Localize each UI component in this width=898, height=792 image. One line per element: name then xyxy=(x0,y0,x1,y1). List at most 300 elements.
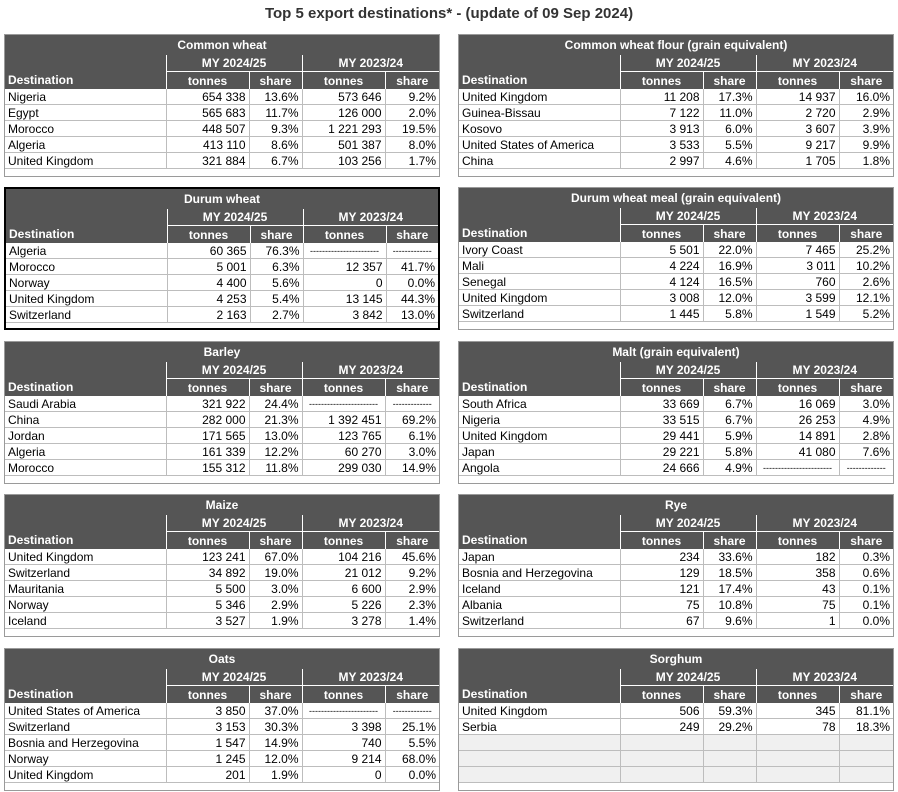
tonnes-current-cell: 29 221 xyxy=(620,444,703,460)
destination-cell: Saudi Arabia xyxy=(5,396,166,412)
header-share: share xyxy=(703,379,756,397)
table-row xyxy=(459,258,893,274)
share-previous-cell: 44.3% xyxy=(386,291,438,307)
tonnes-current-cell: 3 533 xyxy=(620,137,703,153)
tonnes-current-cell: 4 224 xyxy=(620,258,703,274)
destination-cell: Switzerland xyxy=(459,613,620,629)
destinations-table xyxy=(5,495,439,629)
panel-title: Maize xyxy=(5,495,439,515)
share-current-cell: 67.0% xyxy=(249,549,302,565)
tonnes-previous-cell: 2 720 xyxy=(756,105,839,121)
destinations-table xyxy=(459,495,893,629)
table-row xyxy=(459,306,893,322)
tonnes-current-cell: 24 666 xyxy=(620,460,703,476)
destination-cell: United Kingdom xyxy=(5,549,166,565)
tonnes-previous-cell: 26 253 xyxy=(756,412,839,428)
panel-durum-wheat-meal-grain-equivalent xyxy=(458,187,894,330)
header-my-current: MY 2024/25 xyxy=(620,55,756,72)
tonnes-previous-cell: 3 607 xyxy=(756,121,839,137)
header-destination: Destination xyxy=(5,532,166,550)
tonnes-previous-cell: 21 012 xyxy=(302,565,385,581)
table-row xyxy=(459,460,893,476)
header-my-current: MY 2024/25 xyxy=(166,55,302,72)
table-row xyxy=(5,444,439,460)
header-tonnes: tonnes xyxy=(302,379,385,397)
header-tonnes: tonnes xyxy=(620,379,703,397)
header-destination: Destination xyxy=(459,225,620,243)
share-previous-cell: 81.1% xyxy=(839,703,893,719)
share-current-cell: 8.6% xyxy=(249,137,302,153)
share-previous-cell: 2.0% xyxy=(385,105,439,121)
share-previous-cell: 1.4% xyxy=(385,613,439,629)
tonnes-current-cell: 282 000 xyxy=(166,412,249,428)
header-blank xyxy=(5,55,166,72)
panel-common-wheat xyxy=(4,34,440,177)
share-previous-cell: 5.5% xyxy=(385,735,439,751)
share-previous-cell: 45.6% xyxy=(385,549,439,565)
table-row xyxy=(459,735,893,751)
header-my-current: MY 2024/25 xyxy=(620,669,756,686)
share-previous-cell: 9.9% xyxy=(839,137,893,153)
header-blank xyxy=(459,208,620,225)
destination-cell: China xyxy=(459,153,620,169)
table-row xyxy=(5,153,439,169)
destination-cell: Senegal xyxy=(459,274,620,290)
share-current-cell xyxy=(703,751,756,767)
header-my-previous: MY 2023/24 xyxy=(756,362,893,379)
header-my-previous: MY 2023/24 xyxy=(302,362,439,379)
tonnes-current-cell: 33 515 xyxy=(620,412,703,428)
panel-common-wheat-flour-grain-equivalent xyxy=(458,34,894,177)
header-share: share xyxy=(703,532,756,550)
header-my-current: MY 2024/25 xyxy=(620,208,756,225)
share-previous-cell: 69.2% xyxy=(385,412,439,428)
tonnes-previous-cell: 7 465 xyxy=(756,242,839,258)
share-previous-cell xyxy=(839,751,893,767)
share-previous-cell: 2.9% xyxy=(385,581,439,597)
tonnes-previous-cell: ----------------------- xyxy=(303,243,386,259)
destinations-table xyxy=(5,649,439,783)
table-row xyxy=(459,396,893,412)
header-blank xyxy=(5,362,166,379)
share-current-cell: 1.9% xyxy=(249,613,302,629)
tonnes-current-cell: 234 xyxy=(620,549,703,565)
tonnes-previous-cell xyxy=(756,751,839,767)
header-blank xyxy=(5,515,166,532)
destination-cell: China xyxy=(5,412,166,428)
panel-title: Common wheat xyxy=(5,35,439,55)
share-previous-cell: 8.0% xyxy=(385,137,439,153)
header-tonnes: tonnes xyxy=(756,72,839,90)
share-current-cell: 14.9% xyxy=(249,735,302,751)
tonnes-previous-cell: 9 214 xyxy=(302,751,385,767)
share-current-cell xyxy=(703,735,756,751)
share-current-cell: 76.3% xyxy=(250,243,303,259)
tonnes-previous-cell: 1 549 xyxy=(756,306,839,322)
table-row xyxy=(6,243,438,259)
tonnes-current-cell: 121 xyxy=(620,581,703,597)
panel-rye xyxy=(458,494,894,637)
table-row xyxy=(459,444,893,460)
header-my-previous: MY 2023/24 xyxy=(756,515,893,532)
header-destination: Destination xyxy=(459,72,620,90)
share-previous-cell: 0.1% xyxy=(839,597,893,613)
destination-cell: Guinea-Bissau xyxy=(459,105,620,121)
header-destination: Destination xyxy=(459,379,620,397)
destination-cell: Algeria xyxy=(6,243,167,259)
share-current-cell: 12.2% xyxy=(249,444,302,460)
destinations-table xyxy=(459,188,893,322)
tonnes-current-cell: 7 122 xyxy=(620,105,703,121)
share-previous-cell: ------------- xyxy=(385,703,439,719)
share-current-cell: 12.0% xyxy=(249,751,302,767)
table-row xyxy=(459,597,893,613)
header-share: share xyxy=(703,72,756,90)
header-share: share xyxy=(703,225,756,243)
tonnes-current-cell xyxy=(620,767,703,783)
table-row xyxy=(459,137,893,153)
header-blank xyxy=(5,669,166,686)
table-row xyxy=(6,275,438,291)
table-row xyxy=(459,613,893,629)
destination-cell xyxy=(459,735,620,751)
header-share: share xyxy=(839,379,893,397)
share-previous-cell: 41.7% xyxy=(386,259,438,275)
table-row xyxy=(5,581,439,597)
destination-cell: Egypt xyxy=(5,105,166,121)
share-previous-cell: 0.0% xyxy=(385,767,439,783)
destinations-table xyxy=(459,649,893,783)
table-row xyxy=(6,307,438,323)
share-current-cell: 13.0% xyxy=(249,428,302,444)
header-tonnes: tonnes xyxy=(302,72,385,90)
destination-cell: Bosnia and Herzegovina xyxy=(459,565,620,581)
header-blank xyxy=(459,55,620,72)
tonnes-previous-cell: 75 xyxy=(756,597,839,613)
destination-cell: Bosnia and Herzegovina xyxy=(5,735,166,751)
header-share: share xyxy=(385,532,439,550)
header-destination: Destination xyxy=(5,379,166,397)
panel-durum-wheat xyxy=(4,187,440,330)
share-previous-cell: 3.0% xyxy=(385,444,439,460)
page-title: Top 5 export destinations* - (update of 09 Sep 2024) xyxy=(264,5,634,22)
tonnes-current-cell: 60 365 xyxy=(167,243,250,259)
tonnes-current-cell: 155 312 xyxy=(166,460,249,476)
tonnes-current-cell: 1 445 xyxy=(620,306,703,322)
share-current-cell: 11.7% xyxy=(249,105,302,121)
share-previous-cell: 18.3% xyxy=(839,719,893,735)
header-blank xyxy=(6,209,167,226)
tonnes-current-cell: 5 500 xyxy=(166,581,249,597)
table-row xyxy=(5,121,439,137)
header-my-previous: MY 2023/24 xyxy=(756,55,893,72)
panel-maize xyxy=(4,494,440,637)
destination-cell: Nigeria xyxy=(459,412,620,428)
destination-cell: Ivory Coast xyxy=(459,242,620,258)
header-share: share xyxy=(839,686,893,704)
destinations-table xyxy=(459,35,893,169)
destination-cell: Kosovo xyxy=(459,121,620,137)
share-previous-cell: 2.8% xyxy=(839,428,893,444)
share-previous-cell: 9.2% xyxy=(385,89,439,105)
panel-title: Rye xyxy=(459,495,893,515)
tonnes-previous-cell: 1 xyxy=(756,613,839,629)
tonnes-previous-cell: ----------------------- xyxy=(302,703,385,719)
header-tonnes: tonnes xyxy=(620,225,703,243)
header-destination: Destination xyxy=(459,532,620,550)
tonnes-current-cell: 129 xyxy=(620,565,703,581)
share-current-cell: 5.5% xyxy=(703,137,756,153)
table-row xyxy=(459,105,893,121)
share-current-cell: 18.5% xyxy=(703,565,756,581)
destination-cell: Norway xyxy=(5,751,166,767)
destination-cell: Japan xyxy=(459,444,620,460)
table-row xyxy=(5,703,439,719)
share-previous-cell: 3.0% xyxy=(839,396,893,412)
destination-cell: Morocco xyxy=(5,460,166,476)
share-previous-cell: 12.1% xyxy=(839,290,893,306)
header-tonnes: tonnes xyxy=(302,532,385,550)
table-row xyxy=(459,719,893,735)
tonnes-current-cell: 34 892 xyxy=(166,565,249,581)
tonnes-previous-cell: 14 937 xyxy=(756,89,839,105)
destination-cell: Japan xyxy=(459,549,620,565)
tonnes-current-cell: 4 400 xyxy=(167,275,250,291)
destination-cell: Iceland xyxy=(459,581,620,597)
header-destination: Destination xyxy=(459,686,620,704)
tonnes-current-cell: 2 163 xyxy=(167,307,250,323)
table-row xyxy=(5,460,439,476)
tonnes-current-cell: 249 xyxy=(620,719,703,735)
table-row xyxy=(5,137,439,153)
share-previous-cell: 7.6% xyxy=(839,444,893,460)
destination-cell: Norway xyxy=(5,597,166,613)
share-previous-cell: 19.5% xyxy=(385,121,439,137)
destination-cell: Morocco xyxy=(6,259,167,275)
share-current-cell: 59.3% xyxy=(703,703,756,719)
share-current-cell: 12.0% xyxy=(703,290,756,306)
share-current-cell: 24.4% xyxy=(249,396,302,412)
header-blank xyxy=(459,515,620,532)
tonnes-current-cell xyxy=(620,751,703,767)
header-tonnes: tonnes xyxy=(756,379,839,397)
tonnes-current-cell: 413 110 xyxy=(166,137,249,153)
share-previous-cell: 25.1% xyxy=(385,719,439,735)
table-row xyxy=(459,274,893,290)
destination-cell: Algeria xyxy=(5,444,166,460)
destinations-table xyxy=(5,342,439,476)
tonnes-previous-cell: 12 357 xyxy=(303,259,386,275)
share-previous-cell: 4.9% xyxy=(839,412,893,428)
table-row xyxy=(5,613,439,629)
tonnes-previous-cell: 3 278 xyxy=(302,613,385,629)
header-share: share xyxy=(839,72,893,90)
share-previous-cell: ------------- xyxy=(386,243,438,259)
share-current-cell: 9.6% xyxy=(703,613,756,629)
header-tonnes: tonnes xyxy=(166,379,249,397)
share-previous-cell: 0.3% xyxy=(839,549,893,565)
header-share: share xyxy=(703,686,756,704)
share-current-cell: 6.3% xyxy=(250,259,303,275)
destination-cell xyxy=(459,767,620,783)
share-previous-cell: ------------- xyxy=(385,396,439,412)
tonnes-current-cell: 161 339 xyxy=(166,444,249,460)
header-tonnes: tonnes xyxy=(166,686,249,704)
share-previous-cell: 13.0% xyxy=(386,307,438,323)
tonnes-current-cell: 3 008 xyxy=(620,290,703,306)
destination-cell: South Africa xyxy=(459,396,620,412)
tonnes-previous-cell: 41 080 xyxy=(756,444,839,460)
share-previous-cell: 6.1% xyxy=(385,428,439,444)
share-current-cell: 2.7% xyxy=(250,307,303,323)
destinations-table xyxy=(5,35,439,169)
table-row xyxy=(459,428,893,444)
header-tonnes: tonnes xyxy=(167,226,250,244)
header-my-current: MY 2024/25 xyxy=(166,669,302,686)
table-row xyxy=(5,549,439,565)
share-previous-cell: 9.2% xyxy=(385,565,439,581)
header-tonnes: tonnes xyxy=(302,686,385,704)
tonnes-current-cell: 3 913 xyxy=(620,121,703,137)
destination-cell: United States of America xyxy=(5,703,166,719)
tonnes-current-cell: 1 547 xyxy=(166,735,249,751)
header-share: share xyxy=(249,532,302,550)
share-previous-cell: 0.0% xyxy=(386,275,438,291)
tonnes-previous-cell: 501 387 xyxy=(302,137,385,153)
share-previous-cell: 0.6% xyxy=(839,565,893,581)
tonnes-previous-cell: 760 xyxy=(756,274,839,290)
destination-cell: Algeria xyxy=(5,137,166,153)
header-my-previous: MY 2023/24 xyxy=(303,209,438,226)
share-previous-cell: 25.2% xyxy=(839,242,893,258)
share-previous-cell: 10.2% xyxy=(839,258,893,274)
destination-cell: Switzerland xyxy=(6,307,167,323)
header-my-current: MY 2024/25 xyxy=(166,362,302,379)
tonnes-previous-cell: 78 xyxy=(756,719,839,735)
tonnes-previous-cell: 299 030 xyxy=(302,460,385,476)
destination-cell: United States of America xyxy=(459,137,620,153)
tonnes-current-cell: 201 xyxy=(166,767,249,783)
destination-cell: Angola xyxy=(459,460,620,476)
header-share: share xyxy=(249,686,302,704)
share-previous-cell: 68.0% xyxy=(385,751,439,767)
header-my-previous: MY 2023/24 xyxy=(756,208,893,225)
table-row xyxy=(5,751,439,767)
header-share: share xyxy=(385,72,439,90)
tonnes-current-cell: 5 001 xyxy=(167,259,250,275)
tonnes-current-cell: 321 922 xyxy=(166,396,249,412)
destination-cell: Switzerland xyxy=(5,565,166,581)
tonnes-current-cell: 4 124 xyxy=(620,274,703,290)
header-share: share xyxy=(839,225,893,243)
table-row xyxy=(6,291,438,307)
destination-cell: Jordan xyxy=(5,428,166,444)
tonnes-previous-cell: 6 600 xyxy=(302,581,385,597)
share-current-cell: 22.0% xyxy=(703,242,756,258)
share-current-cell: 13.6% xyxy=(249,89,302,105)
share-current-cell: 2.9% xyxy=(249,597,302,613)
table-row xyxy=(5,89,439,105)
share-current-cell: 4.6% xyxy=(703,153,756,169)
tonnes-previous-cell: 3 599 xyxy=(756,290,839,306)
tonnes-current-cell: 123 241 xyxy=(166,549,249,565)
tonnes-previous-cell: 1 221 293 xyxy=(302,121,385,137)
share-current-cell: 6.7% xyxy=(703,396,756,412)
tonnes-previous-cell: 43 xyxy=(756,581,839,597)
share-previous-cell: 2.9% xyxy=(839,105,893,121)
destination-cell: Switzerland xyxy=(5,719,166,735)
header-tonnes: tonnes xyxy=(756,532,839,550)
share-previous-cell: ------------- xyxy=(839,460,893,476)
table-row xyxy=(459,767,893,783)
tonnes-previous-cell: ----------------------- xyxy=(302,396,385,412)
destination-cell: United Kingdom xyxy=(5,767,166,783)
header-share: share xyxy=(249,379,302,397)
tonnes-previous-cell: 740 xyxy=(302,735,385,751)
share-previous-cell: 5.2% xyxy=(839,306,893,322)
share-previous-cell: 16.0% xyxy=(839,89,893,105)
share-previous-cell: 0.1% xyxy=(839,581,893,597)
panel-barley xyxy=(4,341,440,484)
table-row xyxy=(459,412,893,428)
tonnes-previous-cell: 13 145 xyxy=(303,291,386,307)
share-current-cell xyxy=(703,767,756,783)
destinations-table xyxy=(459,342,893,476)
table-row xyxy=(459,153,893,169)
share-previous-cell xyxy=(839,735,893,751)
header-share: share xyxy=(385,379,439,397)
header-my-current: MY 2024/25 xyxy=(166,515,302,532)
share-current-cell: 6.0% xyxy=(703,121,756,137)
destination-cell: Iceland xyxy=(5,613,166,629)
header-tonnes: tonnes xyxy=(756,686,839,704)
tonnes-previous-cell: 358 xyxy=(756,565,839,581)
share-current-cell: 3.0% xyxy=(249,581,302,597)
table-row xyxy=(5,597,439,613)
tonnes-previous-cell: 573 646 xyxy=(302,89,385,105)
share-current-cell: 16.5% xyxy=(703,274,756,290)
share-current-cell: 19.0% xyxy=(249,565,302,581)
table-row xyxy=(459,242,893,258)
header-tonnes: tonnes xyxy=(620,686,703,704)
share-current-cell: 5.8% xyxy=(703,306,756,322)
tonnes-current-cell: 1 245 xyxy=(166,751,249,767)
share-current-cell: 10.8% xyxy=(703,597,756,613)
table-row xyxy=(5,735,439,751)
tonnes-previous-cell: 123 765 xyxy=(302,428,385,444)
destination-cell: Norway xyxy=(6,275,167,291)
table-row xyxy=(5,396,439,412)
tonnes-previous-cell: 345 xyxy=(756,703,839,719)
share-previous-cell: 14.9% xyxy=(385,460,439,476)
share-current-cell: 5.4% xyxy=(250,291,303,307)
share-current-cell: 33.6% xyxy=(703,549,756,565)
tonnes-current-cell: 11 208 xyxy=(620,89,703,105)
header-tonnes: tonnes xyxy=(620,72,703,90)
table-row xyxy=(5,767,439,783)
share-current-cell: 5.6% xyxy=(250,275,303,291)
share-current-cell: 1.9% xyxy=(249,767,302,783)
header-tonnes: tonnes xyxy=(166,72,249,90)
header-destination: Destination xyxy=(5,686,166,704)
panel-title: Oats xyxy=(5,649,439,669)
tonnes-previous-cell: 0 xyxy=(303,275,386,291)
tonnes-previous-cell: 126 000 xyxy=(302,105,385,121)
tonnes-previous-cell: 104 216 xyxy=(302,549,385,565)
share-current-cell: 17.4% xyxy=(703,581,756,597)
tonnes-previous-cell: 3 398 xyxy=(302,719,385,735)
destination-cell: United Kingdom xyxy=(459,703,620,719)
